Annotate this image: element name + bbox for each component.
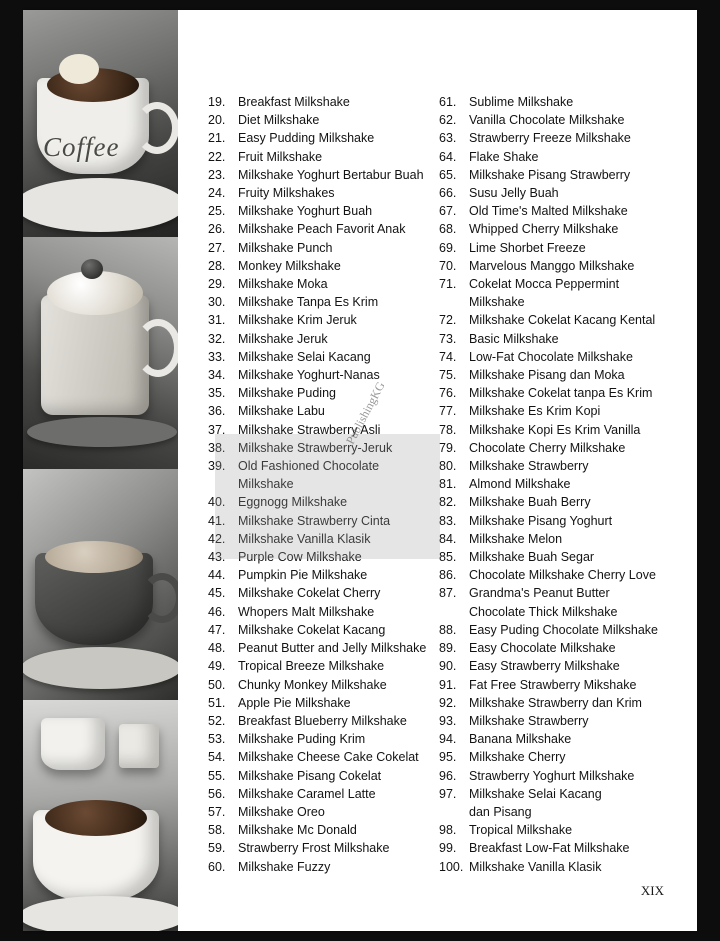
- toc-entry-title: Milkshake Melon: [469, 531, 563, 546]
- toc-entry: [439, 202, 689, 220]
- toc-entry-title: Milkshake Cherry: [469, 750, 566, 765]
- toc-entry-title: Breakfast Milkshake: [238, 95, 350, 109]
- toc-entry-number: 50.: [208, 677, 226, 692]
- toc-column-left: [208, 93, 433, 876]
- toc-entry-title: Strawberry Freeze Milkshake: [469, 131, 631, 146]
- toc-entry: [439, 621, 689, 639]
- toc-entry-number: 23.: [208, 167, 226, 182]
- toc-entry-title: Milkshake Selai Kacang dan Pisang: [469, 785, 689, 821]
- toc-entry-number: 28.: [208, 258, 226, 273]
- cooling-rack: [27, 417, 177, 447]
- toc-entry-title: Milkshake Kopi Es Krim Vanilla: [469, 422, 641, 437]
- toc-entry: [439, 239, 689, 257]
- toc-entry: [439, 311, 689, 329]
- toc-entry-title: Pumpkin Pie Milkshake: [238, 568, 368, 583]
- photo-latte-cup: [23, 469, 178, 700]
- toc-entry-number: 54.: [208, 750, 226, 765]
- toc-entry: [208, 493, 433, 511]
- toc-entry-title: Milkshake Caramel Latte: [238, 786, 376, 801]
- page-number: XIX: [640, 883, 664, 898]
- toc-entry-number: 96.: [439, 768, 457, 783]
- toc-entry: [208, 293, 433, 311]
- toc-entry-title: Milkshake Strawberry: [469, 459, 589, 474]
- toc-entry: [208, 421, 433, 439]
- toc-entry-number: 27.: [208, 240, 226, 255]
- toc-entry-number: 64.: [439, 149, 457, 164]
- toc-entry: [439, 584, 689, 620]
- toc-entry-number: 63.: [439, 131, 457, 146]
- toc-entry: [208, 639, 433, 657]
- photo-caption: Coffee: [43, 132, 120, 162]
- lemon-slice: [59, 54, 99, 84]
- toc-entry-number: 68.: [439, 222, 457, 237]
- toc-entry: [208, 730, 433, 748]
- toc-entry: [208, 166, 433, 184]
- toc-entry-number: 52.: [208, 713, 226, 728]
- toc-entry: [439, 111, 689, 129]
- toc-entry-number: 60.: [208, 859, 226, 874]
- toc-entry-title: Easy Puding Chocolate Milkshake: [469, 622, 658, 637]
- toc-entry-number: 65.: [439, 167, 457, 182]
- toc-entry: [208, 839, 433, 857]
- toc-entry-title: Breakfast Blueberry Milkshake: [238, 713, 407, 728]
- mug-handle: [135, 319, 178, 377]
- toc-entry-title: Milkshake Strawberry-Jeruk: [238, 440, 393, 455]
- toc-entry-number: 84.: [439, 531, 457, 546]
- toc-entry-title: Milkshake Strawberry Asli: [238, 422, 381, 437]
- toc-entry-title: Milkshake Vanilla Klasik: [238, 531, 371, 546]
- toc-entry-number: 46.: [208, 604, 226, 619]
- toc-entry-title: Banana Milkshake: [469, 732, 572, 747]
- toc-entry-number: 22.: [208, 149, 226, 164]
- toc-entry: [208, 512, 433, 530]
- toc-entry-number: 70.: [439, 258, 457, 273]
- toc-entry: [439, 348, 689, 366]
- toc-entry-number: 95.: [439, 750, 457, 765]
- toc-entry-number: 40.: [208, 495, 226, 510]
- toc-entry-title: Whipped Cherry Milkshake: [469, 222, 619, 237]
- toc-entry: [208, 330, 433, 348]
- toc-entry-number: 59.: [208, 841, 226, 856]
- toc-entry: [439, 330, 689, 348]
- toc-entry-title: Milkshake Cokelat Kacang: [238, 622, 386, 637]
- toc-entry: [439, 402, 689, 420]
- toc-entry-number: 32.: [208, 331, 226, 346]
- toc-entry-number: 73.: [439, 331, 457, 346]
- toc-entry-number: 56.: [208, 786, 226, 801]
- toc-entry-title: Milkshake Cokelat Kacang Kental: [469, 313, 656, 328]
- toc-entry: [208, 676, 433, 694]
- toc-entry: [439, 821, 689, 839]
- toc-entry-title: Milkshake Cokelat Cherry: [238, 586, 381, 601]
- toc-entry-number: 29.: [208, 277, 226, 292]
- toc-entry-number: 55.: [208, 768, 226, 783]
- toc-entry-title: Low-Fat Chocolate Milkshake: [469, 349, 633, 364]
- toc-entry: [208, 439, 433, 457]
- toc-entry-number: 53.: [208, 732, 226, 747]
- toc-entry-title: Milkshake Tanpa Es Krim: [238, 295, 379, 310]
- toc-entry-title: Old Time's Malted Milkshake: [469, 204, 628, 219]
- toc-entry: [439, 748, 689, 766]
- sugar-jar: [119, 724, 159, 768]
- toc-entry-number: 47.: [208, 622, 226, 637]
- toc-entry-title: Milkshake Puding: [238, 386, 336, 401]
- page-content: [178, 10, 697, 931]
- toc-entry-title-line2: dan Pisang: [469, 804, 532, 819]
- toc-entry: [439, 657, 689, 675]
- toc-entry-number: 82.: [439, 495, 457, 510]
- toc-entry-title: Milkshake Strawberry: [469, 713, 589, 728]
- toc-entry: [439, 694, 689, 712]
- toc-entry-title: Chunky Monkey Milkshake: [238, 677, 387, 692]
- toc-entry-title: Milkshake Buah Segar: [469, 550, 595, 565]
- toc-entry-number: 21.: [208, 131, 226, 146]
- toc-entry-title: Diet Milkshake: [238, 113, 320, 128]
- toc-entry-title: Milkshake Oreo: [238, 804, 325, 819]
- toc-entry: [208, 348, 433, 366]
- toc-entry-title: Milkshake Punch: [238, 240, 333, 255]
- toc-entry-number: 77.: [439, 404, 457, 419]
- toc-entry-number: 79.: [439, 440, 457, 455]
- toc-entry-title: Fat Free Strawberry Mikshake: [469, 677, 637, 692]
- toc-entry-number: 94.: [439, 732, 457, 747]
- toc-entry-title-line2: Milkshake: [469, 295, 525, 310]
- toc-entry-title: Tropical Breeze Milkshake: [238, 659, 385, 674]
- toc-entry-title: Milkshake Selai Kacang: [238, 349, 371, 364]
- toc-entry: [208, 384, 433, 402]
- mug-handle: [141, 573, 178, 623]
- toc-entry: [208, 129, 433, 147]
- toc-entry-title: Milkshake Yoghurt-Nanas: [238, 368, 380, 383]
- toc-entry: [439, 475, 689, 493]
- toc-entry-title: Chocolate Milkshake Cherry Love: [469, 568, 656, 583]
- toc-entry: [439, 839, 689, 857]
- toc-entry-title: Breakfast Low-Fat Milkshake: [469, 841, 630, 856]
- toc-entry: [439, 166, 689, 184]
- toc-entry-number: 80.: [439, 459, 457, 474]
- mug-handle: [135, 102, 178, 154]
- toc-entry-title: Milkshake Yoghurt Bertabur Buah: [238, 167, 424, 182]
- toc-entry: [208, 402, 433, 420]
- toc-entry: [208, 785, 433, 803]
- toc-entry-title: Susu Jelly Buah: [469, 186, 559, 201]
- toc-entry: [439, 785, 689, 821]
- toc-entry: [439, 129, 689, 147]
- toc-entry-number: 49.: [208, 659, 226, 674]
- toc-entry-title: Milkshake Es Krim Kopi: [469, 404, 601, 419]
- toc-entry: [439, 676, 689, 694]
- toc-entry: [439, 730, 689, 748]
- toc-entry-title: Basic Milkshake: [469, 331, 559, 346]
- toc-entry-title: Milkshake Strawberry Cinta: [238, 513, 391, 528]
- toc-entry-number: 81.: [439, 477, 457, 492]
- toc-entry-number: 72.: [439, 313, 457, 328]
- toc-entry-title: Almond Milkshake: [469, 477, 571, 492]
- black-coffee: [45, 800, 147, 836]
- toc-entry-number: 87.: [439, 586, 457, 601]
- chocolate-topping: [81, 259, 103, 279]
- toc-entry: [439, 257, 689, 275]
- toc-entry-number: 98.: [439, 823, 457, 838]
- toc-entry: [208, 566, 433, 584]
- toc-entry-number: 39.: [208, 459, 226, 474]
- toc-entry-number: 71.: [439, 277, 457, 292]
- toc-entry: [208, 220, 433, 238]
- toc-entry-title: Milkshake Cokelat tanpa Es Krim: [469, 386, 653, 401]
- toc-entry: [439, 512, 689, 530]
- toc-entry-title: Whopers Malt Milkshake: [238, 604, 375, 619]
- toc-entry: [439, 493, 689, 511]
- toc-entry-title: Apple Pie Milkshake: [238, 695, 351, 710]
- toc-entry-title: Milkshake Fuzzy: [238, 859, 331, 874]
- toc-entry: [439, 457, 689, 475]
- toc-entry: [439, 858, 689, 876]
- toc-entry-title: Monkey Milkshake: [238, 258, 341, 273]
- toc-entry-number: 20.: [208, 113, 226, 128]
- toc-entry: [208, 657, 433, 675]
- toc-entry-title: Milkshake Moka: [238, 277, 328, 292]
- toc-entry-title: Easy Strawberry Milkshake: [469, 659, 620, 674]
- toc-entry-title: Milkshake Jeruk: [238, 331, 328, 346]
- toc-entry: [208, 148, 433, 166]
- toc-entry: [208, 366, 433, 384]
- toc-entry-number: 43.: [208, 550, 226, 565]
- toc-entry-title: Easy Chocolate Milkshake: [469, 641, 616, 656]
- toc-entry-title: Milkshake Pisang dan Moka: [469, 368, 625, 383]
- toc-entry-number: 33.: [208, 349, 226, 364]
- toc-entry-number: 44.: [208, 568, 226, 583]
- watermark-text: PublishingKG: [343, 379, 388, 447]
- toc-entry-title: Peanut Butter and Jelly Milkshake: [238, 641, 427, 656]
- toc-entry: [208, 803, 433, 821]
- toc-entry: [208, 239, 433, 257]
- toc-entry-number: 19.: [208, 95, 226, 109]
- toc-entry-title: Old Fashioned Chocolate Milkshake: [238, 457, 433, 493]
- toc-entry-title: Chocolate Cherry Milkshake: [469, 440, 626, 455]
- saucer: [23, 896, 178, 931]
- toc-entry: [439, 639, 689, 657]
- toc-entry-number: 91.: [439, 677, 457, 692]
- toc-entry-title: Strawberry Yoghurt Milkshake: [469, 768, 635, 783]
- toc-entry-number: 42.: [208, 531, 226, 546]
- toc-entry: [439, 566, 689, 584]
- toc-entry-number: 88.: [439, 622, 457, 637]
- toc-entry: [208, 621, 433, 639]
- toc-entry-number: 75.: [439, 368, 457, 383]
- toc-entry: [439, 548, 689, 566]
- toc-entry-number: 34.: [208, 368, 226, 383]
- toc-entry: [208, 858, 433, 876]
- photo-black-coffee: [23, 700, 178, 931]
- toc-entry: [208, 603, 433, 621]
- toc-entry-title: Milkshake Buah Berry: [469, 495, 591, 510]
- toc-entry-number: 100.: [439, 859, 464, 874]
- toc-entry: [208, 584, 433, 602]
- toc-entry-title: Milkshake Krim Jeruk: [238, 313, 357, 328]
- toc-entry: [439, 767, 689, 785]
- toc-entry: [208, 767, 433, 785]
- toc-entry-title: Fruit Milkshake: [238, 149, 323, 164]
- toc-entry: [208, 712, 433, 730]
- toc-entry-title: Milkshake Mc Donald: [238, 823, 357, 838]
- toc-entry-title: Milkshake Pisang Cokelat: [238, 768, 382, 783]
- toc-entry-number: 67.: [439, 204, 457, 219]
- toc-entry: [439, 366, 689, 384]
- toc-entry-number: 57.: [208, 804, 226, 819]
- toc-entry: [208, 530, 433, 548]
- toc-entry-title: Milkshake Vanilla Klasik: [469, 859, 602, 874]
- toc-entry-title: Eggnogg Milkshake: [238, 495, 348, 510]
- toc-entry-title: Easy Pudding Milkshake: [238, 131, 375, 146]
- toc-entry: [208, 275, 433, 293]
- toc-entry-number: 61.: [439, 95, 457, 109]
- toc-entry: [439, 275, 689, 311]
- toc-entry-title: Flake Shake: [469, 149, 539, 164]
- toc-entry-number: 37.: [208, 422, 226, 437]
- toc-entry-title: Tropical Milkshake: [469, 823, 573, 838]
- toc-entry: [208, 184, 433, 202]
- toc-entry-title-line2: Chocolate Thick Milkshake: [469, 604, 618, 619]
- toc-entry-number: 69.: [439, 240, 457, 255]
- toc-entry: [208, 202, 433, 220]
- toc-entry-number: 99.: [439, 841, 457, 856]
- toc-entry-number: 51.: [208, 695, 226, 710]
- toc-entry: [439, 148, 689, 166]
- toc-entry-number: 90.: [439, 659, 457, 674]
- toc-entry: [439, 439, 689, 457]
- toc-entry: [208, 748, 433, 766]
- toc-entry-number: 86.: [439, 568, 457, 583]
- toc-entry: [439, 712, 689, 730]
- toc-entry-number: 24.: [208, 186, 226, 201]
- toc-entry: [208, 257, 433, 275]
- toc-entry-number: 92.: [439, 695, 457, 710]
- toc-entry: [439, 220, 689, 238]
- toc-entry: [208, 694, 433, 712]
- toc-entry-title: Cokelat Mocca Peppermint Milkshake: [469, 275, 689, 311]
- toc-entry-number: 89.: [439, 641, 457, 656]
- saucer: [23, 647, 178, 689]
- toc-entry: [208, 548, 433, 566]
- toc-entry: [208, 457, 433, 493]
- photo-iced-mocha: [23, 237, 178, 469]
- small-cup: [41, 718, 105, 770]
- toc-entry-title: Milkshake Pisang Strawberry: [469, 167, 631, 182]
- toc-entry-number: 38.: [208, 440, 226, 455]
- photo-strip: [23, 10, 178, 931]
- toc-entry-title-line2: Milkshake: [238, 477, 294, 492]
- toc-entry-number: 97.: [439, 786, 457, 801]
- toc-entry-number: 66.: [439, 186, 457, 201]
- toc-entry-title: Purple Cow Milkshake: [238, 550, 362, 565]
- saucer: [23, 178, 178, 232]
- toc-entry-number: 30.: [208, 295, 226, 310]
- latte-foam: [45, 541, 143, 573]
- toc-entry-number: 45.: [208, 586, 226, 601]
- toc-entry-title: Milkshake Pisang Yoghurt: [469, 513, 613, 528]
- photo-coffee-cup-lemon: [23, 10, 178, 237]
- toc-entry-title: Milkshake Labu: [238, 404, 325, 419]
- toc-entry: [208, 93, 433, 111]
- toc-entry-number: 58.: [208, 823, 226, 838]
- toc-entry-number: 36.: [208, 404, 226, 419]
- toc-entry-number: 62.: [439, 113, 457, 128]
- toc-entry-title: Milkshake Strawberry dan Krim: [469, 695, 642, 710]
- toc-entry-number: 35.: [208, 386, 226, 401]
- toc-entry: [208, 821, 433, 839]
- toc-entry-title: Strawberry Frost Milkshake: [238, 841, 390, 856]
- toc-entry-number: 76.: [439, 386, 457, 401]
- toc-entry-number: 78.: [439, 422, 457, 437]
- toc-entry: [439, 384, 689, 402]
- toc-entry-title: Sublime Milkshake: [469, 95, 574, 109]
- toc-entry: [439, 184, 689, 202]
- toc-entry-title: Marvelous Manggo Milkshake: [469, 258, 635, 273]
- toc-entry: [439, 93, 689, 111]
- toc-entry-number: 41.: [208, 513, 226, 528]
- toc-entry-title: Milkshake Yoghurt Buah: [238, 204, 373, 219]
- toc-entry-number: 74.: [439, 349, 457, 364]
- document-page: [23, 10, 697, 931]
- toc-entry-title: Milkshake Puding Krim: [238, 732, 366, 747]
- toc-entry-number: 25.: [208, 204, 226, 219]
- toc-entry-title: Milkshake Cheese Cake Cokelat: [238, 750, 419, 765]
- toc-entry-number: 93.: [439, 713, 457, 728]
- toc-entry-number: 85.: [439, 550, 457, 565]
- toc-entry-title: Grandma's Peanut Butter Chocolate Thick Milkshake: [469, 584, 689, 620]
- toc-entry: [208, 311, 433, 329]
- toc-entry-title: Vanilla Chocolate Milkshake: [469, 113, 625, 128]
- toc-entry-title: Fruity Milkshakes: [238, 186, 335, 201]
- toc-entry-title: Milkshake Peach Favorit Anak: [238, 222, 406, 237]
- toc-entry: [439, 421, 689, 439]
- toc-entry: [439, 530, 689, 548]
- toc-column-right: [439, 93, 689, 876]
- toc-entry-number: 83.: [439, 513, 457, 528]
- toc-entry-number: 48.: [208, 641, 226, 656]
- toc-entry-number: 31.: [208, 313, 226, 328]
- toc-entry: [208, 111, 433, 129]
- toc-entry-title: Lime Shorbet Freeze: [469, 240, 586, 255]
- toc-entry-number: 26.: [208, 222, 226, 237]
